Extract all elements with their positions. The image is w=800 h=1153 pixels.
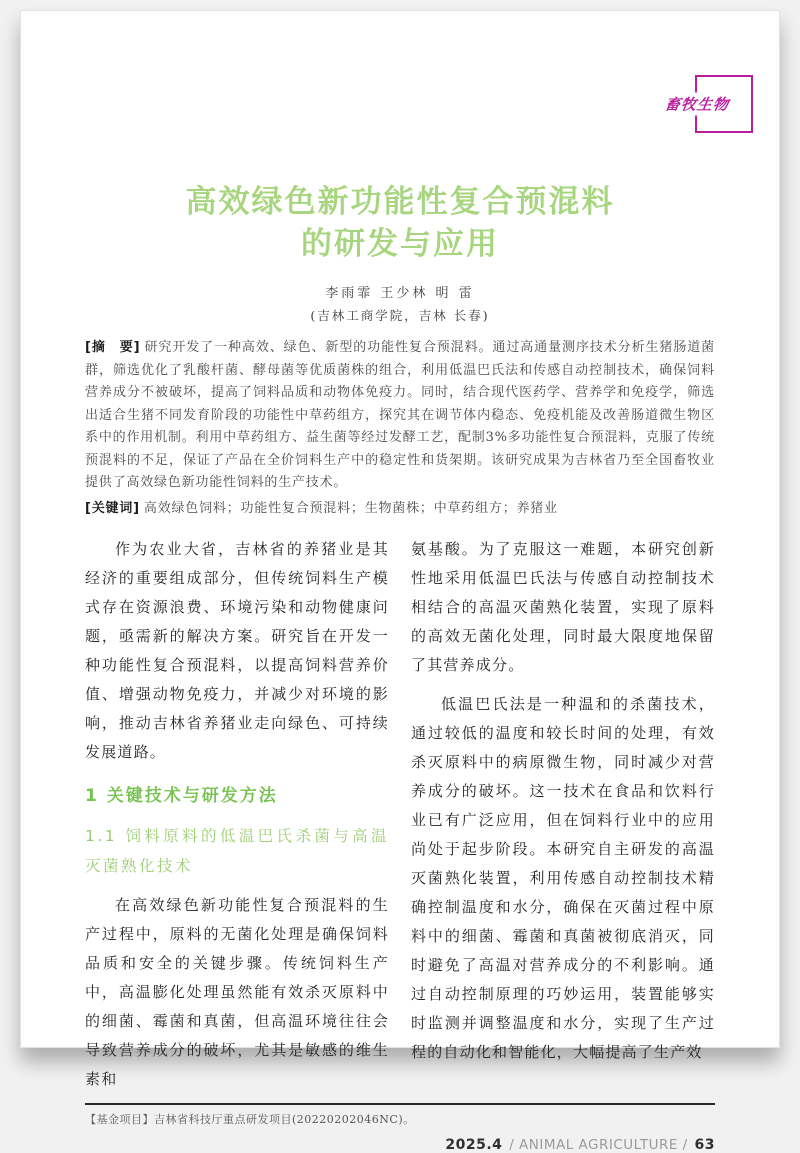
badge-label: 畜牧生物 (659, 93, 734, 116)
footer-page-number: 63 (694, 1137, 715, 1153)
authors: 李雨霏 王少林 明 雷 (325, 286, 475, 301)
left-paragraph-2: 在高效绿色新功能性复合预混料的生产过程中，原料的无菌化处理是确保饲料品质和安全的关键步骤。传统饲料生产中，高温膨化处理虽然能有效杀灭原料中的细菌、霉菌和真菌，但高温环境往往会导致营养成分的破坏，尤其是敏感的维生素和 (85, 896, 389, 1088)
right-paragraph-2: 低温巴氏法是一种温和的杀菌技术，通过较低的温度和较长时间的处理，有效杀灭原料中的病原微生物，同时减少对营养成分的破坏。这一技术在食品和饮料行业已有广泛应用，但在饲料行业中的应用尚处于起步阶段。本研究自主研发的高温灭菌熟化装置，利用传感自动控制技术精确控制温度和水分，确保在灭菌过程中原料中的细菌、霉菌和真菌被彻底消灭，同时避免了高温对营养成分的不利影响。通过自动控制原理的巧妙运用，装置能够实时监测并调整温度和水分，实现了生产过程的自动化和智能化，大幅提高了生产效 (411, 695, 715, 1061)
affiliation: (吉林工商学院，吉林 长春) (310, 308, 490, 323)
journal-section-badge (663, 75, 753, 133)
left-column (85, 535, 389, 1094)
article-title-line1: 高效绿色新功能性复合预混料 (185, 184, 615, 220)
footer-issue: 2025.4 (445, 1137, 503, 1153)
right-paragraph-1: 氨基酸。为了克服这一难题，本研究创新性地采用低温巴氏法与传感自动控制技术相结合的高温灭菌熟化装置，实现了原料的高效无菌化处理，同时最大限度地保留了其营养成分。 (411, 540, 715, 674)
abstract-text: 研究开发了一种高效、绿色、新型的功能性复合预混料。通过高通量测序技术分析生猪肠道菌群，筛选优化了乳酸杆菌、酵母菌等优质菌株的组合，利用低温巴氏法和传感自动控制技术，确保饲料营养成分不被破坏，提高了饲料品质和动物体免疫力。同时，结合现代医药学、营养学和免疫学，筛选出适合生猪不同发育阶段的功能性中草药组方，探究其在调节体内稳态、免疫机能及改善肠道微生物区系中的作用机制。利用中草药组方、益生菌等经过发酵工艺，配制3%多功能性复合预混料，克服了传统预混料的不足，保证了产品在全价饲料生产中的稳定性和货架期。该研究成果为吉林省乃至全国畜牧业提供了高效绿色新功能性饲料的生产技术。 (85, 340, 715, 490)
article-title-line2: 的研发与应用 (301, 226, 499, 262)
section-heading-1: 1 关键技术与研发方法 (85, 786, 278, 806)
page-content (21, 11, 779, 1153)
body-columns (85, 535, 715, 1094)
left-paragraph-1: 作为农业大省，吉林省的养猪业是其经济的重要组成部分，但传统饲料生产模式存在资源浪费、环境污染和动物健康问题，亟需新的解决方案。研究旨在开发一种功能性复合预混料，以提高饲料营养价值、增强动物免疫力，并减少对环境的影响，推动吉林省养猪业走向绿色、可持续发展道路。 (85, 540, 389, 761)
journal-page (20, 10, 780, 1153)
footer-rule (85, 1103, 715, 1105)
article-title (85, 11, 715, 265)
keywords-text: 高效绿色饲料；功能性复合预混料；生物菌株；中草药组方；养猪业 (143, 500, 558, 516)
section-heading-1-1: 1.1 饲料原料的低温巴氏杀菌与高温灭菌熟化技术 (85, 827, 389, 875)
abstract-label: [摘 要] (85, 340, 141, 355)
funding-note: 【基金项目】吉林省科技厅重点研发项目(20220202046NC)。 (85, 1113, 415, 1126)
abstract (85, 337, 715, 495)
page-footer (85, 1137, 715, 1153)
footer-journal-name: / ANIMAL AGRICULTURE / (509, 1137, 688, 1153)
keywords (85, 498, 715, 521)
right-column (411, 535, 715, 1094)
keywords-label: [关键词] (85, 500, 140, 516)
